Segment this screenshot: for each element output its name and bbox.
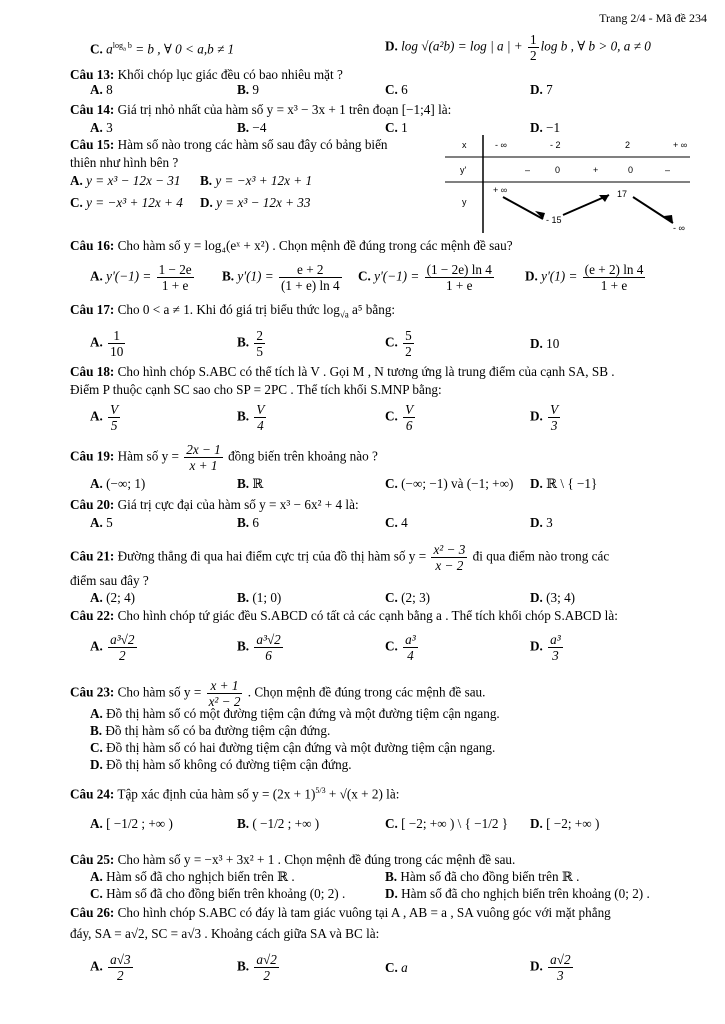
q20-stem: Câu 20: Giá trị cực đại của hàm số y = x³ − 6x² + 4 là: [70,497,359,512]
q16-stem: Câu 16: Cho hàm số y = log₄(eˣ + x²) . Chọn mệnh đề đúng trong các mệnh đề sau? [70,238,513,253]
q23-option-a: A. Đồ thị hàm số có một đường tiệm cận đứng và một đường tiệm cận ngang. [90,706,500,721]
q17-stem: Câu 17: Cho 0 < a ≠ 1. Khi đó giá trị biểu thức $\log_{√a} a^5$ bằng: [70,302,396,320]
q20-option-b: B. 6 [237,515,259,530]
q21-option-b: B. (1; 0) [237,590,282,605]
q14-option-b: B. −4 [237,120,267,135]
q26-stem-line1: Câu 26: Cho hình chóp S.ABC có đáy là tam giác vuông tại A , AB = a , SA vuông góc với mặt phẳng [70,905,611,920]
q14-option-c: C. 1 [385,120,408,135]
q24-option-a: A. [ −1/2 ; +∞ ) [90,816,173,831]
page-header: Trang 2/4 - Mã đề 234 [599,11,707,25]
q24-option-b: B. ( −1/2 ; +∞ ) [237,816,320,831]
table-y-3: 17 [617,189,628,199]
q24-option-c: C. [ −2; +∞ ) \ { −1/2 } [385,816,509,831]
q21-stem-line2: điểm sau đây ? [70,573,149,588]
table-yp-1: – [525,165,531,175]
table-yp-3: + [593,165,599,175]
q12-d-frac: $\frac{1}{2}$ [530,32,537,63]
q12-c-rest: = b , ∀ 0 < a,b ≠ 1 [131,41,235,57]
q18-option-d: D. $\frac{V}{3}$ [530,402,559,433]
table-y-label: y [462,197,467,207]
q26-stem-line2: đáy, SA = a√2, SC = a√3 . Khoảng cách giữa SA và BC là: [70,926,380,941]
q12-option-d [385,32,651,63]
table-yp-2: 0 [555,165,561,175]
q16-option-c: C. y'(−1) = $\frac{(1 - 2e) \ln 4}{1 + e}$ [358,262,492,293]
arrow-down-1 [503,197,543,219]
q19-option-b: B. ℝ [237,476,264,491]
q14-option-d: D. −1 [530,120,561,135]
q23-stem: Câu 23: Cho hàm số y = $\frac{x + 1}{\text{x² − 2}}$ . Chọn mệnh đề đúng trong các mệnh đề sau. [70,678,486,709]
q19-option-a: A. (−∞; 1) [90,476,146,491]
table-x-3: 2 [625,140,631,150]
q20-option-c: C. 4 [385,515,408,530]
table-x-4: + ∞ [673,140,688,150]
q19-option-d: D. ℝ \ { −1} [530,476,598,491]
table-y-4: - ∞ [673,223,685,233]
q13-stem: Câu 13: Khối chóp lục giác đều có bao nhiêu mặt ? [70,67,343,82]
q15-option-d: D. y = x³ − 12x + 33 [200,195,311,210]
q12-c-base: a [106,41,113,57]
q20-option-a: A. 5 [90,515,113,530]
table-yp-4: 0 [628,165,634,175]
q14-stem: Câu 14: Giá trị nhỏ nhất của hàm số y = x³ − 3x + 1 trên đoạn [−1;4] là: [70,102,452,117]
q22-option-d: D. $\frac{\text{a³}}{3}$ [530,632,561,663]
table-x-label: x [462,140,467,150]
q12-d-label: D. [385,38,398,54]
q18-option-c: C. $\frac{V}{6}$ [385,402,414,433]
q23-option-d: D. Đồ thị hàm số không có đường tiệm cận đứng. [90,757,352,772]
q13-option-a: A. 8 [90,82,113,97]
q12-option-c [90,38,234,58]
q26-option-d: D. $\frac{a√2}{3}$ [530,952,571,983]
q16-option-b: B. y'(1) = $\frac{e + 2}{(1 + e) \ln 4}$ [222,262,340,293]
q17-option-a: A. $\frac{1}{10}$ [90,328,124,359]
q15-stem-line2: thiên như hình bên ? [70,155,179,170]
q17-option-b: B. $\frac{2}{5}$ [237,328,263,359]
q26-option-c: C. a [385,960,408,975]
q22-option-a: A. $\frac{\text{a³√2}}{2}$ [90,632,135,663]
q18-option-b: B. $\frac{V}{4}$ [237,402,265,433]
table-yp-5: – [665,165,671,175]
q25-option-c: C. Hàm số đã cho đồng biến trên khoảng (0; 2) . [90,886,346,901]
q23-option-c: C. Đồ thị hàm số có hai đường tiệm cận đứng và một đường tiệm cận ngang. [90,740,496,755]
q19-option-c: C. (−∞; −1) và (−1; +∞) [385,476,514,491]
q18-option-a: A. $\frac{V}{5}$ [90,402,119,433]
q25-stem: Câu 25: Cho hàm số y = −x³ + 3x² + 1 . Chọn mệnh đề đúng trong các mệnh đề sau. [70,852,516,867]
q13-option-c: C. 6 [385,82,408,97]
q21-stem: Câu 21: Đường thẳng đi qua hai điểm cực trị của đồ thị hàm số y = $\frac{\text{x² − 3}}{x - 2}$ đi qua điểm nào trong các [70,542,610,573]
q25-option-b: B. Hàm số đã cho đồng biến trên ℝ . [385,869,580,884]
q21-option-c: C. (2; 3) [385,590,431,605]
q22-option-b: B. $\frac{\text{a³√2}}{6}$ [237,632,281,663]
q15-option-c: C. y = −x³ + 12x + 4 [70,195,183,210]
q18-stem-line2: Điểm P thuộc cạnh SC sao cho SP = 2PC . Thể tích khối S.MNP bằng: [70,382,442,397]
q16-option-d: D. y'(1) = $\frac{(e + 2) \ln 4}{1 + e}$ [525,262,644,293]
q17-option-d: D. 10 [530,336,560,351]
variation-table [445,135,695,235]
q13-option-b: B. 9 [237,82,259,97]
table-x-2: - 2 [550,140,561,150]
q24-stem: Câu 24: Tập xác định của hàm số $y = (2x + 1)^{5/3} + √(x + 2)$ là: [70,786,400,802]
q12-d-expr: log √(a²b) = log | a | + [401,38,527,54]
q13-option-d: D. 7 [530,82,553,97]
q22-stem: Câu 22: Cho hình chóp tứ giác đều S.ABCD có tất cả các cạnh bằng a . Thể tích khối chóp S.ABCD là: [70,608,618,623]
q18-stem-line1: Câu 18: Cho hình chóp S.ABC có thể tích là V . Gọi M , N tương ứng là trung điểm của cạnh SA, SB . [70,364,615,379]
q25-option-d: D. Hàm số đã cho nghịch biến trên khoảng (0; 2) . [385,886,650,901]
q12-c-label: C. [90,41,103,57]
q12-d-rest: log b , ∀ b > 0, a ≠ 0 [540,38,651,54]
q25-option-a: A. Hàm số đã cho nghịch biến trên ℝ . [90,869,295,884]
table-yp-label: y' [460,165,467,175]
q19-stem: Câu 19: Hàm số y = $\frac{2x - 1}{x + 1}$ đồng biến trên khoảng nào ? [70,442,378,473]
q20-option-d: D. 3 [530,515,553,530]
q21-option-d: D. (3; 4) [530,590,576,605]
q12-c-sup: loga b [112,41,132,53]
q15-stem-line1: Câu 15: Hàm số nào trong các hàm số sau đây có bảng biến [70,137,388,152]
q22-option-c: C. $\frac{\text{a³}}{4}$ [385,632,416,663]
arrow-down-2 [633,197,673,223]
q15-option-b: B. y = −x³ + 12x + 1 [200,173,313,188]
q21-option-a: A. (2; 4) [90,590,136,605]
q23-option-b: B. Đồ thị hàm số có ba đường tiệm cận đứng. [90,723,331,738]
table-x-1: - ∞ [495,140,507,150]
q24-option-d: D. [ −2; +∞ ) [530,816,600,831]
q17-option-c: C. $\frac{5}{2}$ [385,328,412,359]
q26-option-a: A. $\frac{a√3}{2}$ [90,952,131,983]
table-y-1: + ∞ [493,185,508,195]
q16-option-a: A. y'(−1) = $\frac{1 - 2e}{1 + e}$ [90,262,192,293]
table-y-2: - 15 [546,215,562,225]
q15-option-a: A. y = x³ − 12x − 31 [70,173,181,188]
q26-option-b: B. $\frac{a√2}{2}$ [237,952,277,983]
q14-option-a: A. 3 [90,120,113,135]
